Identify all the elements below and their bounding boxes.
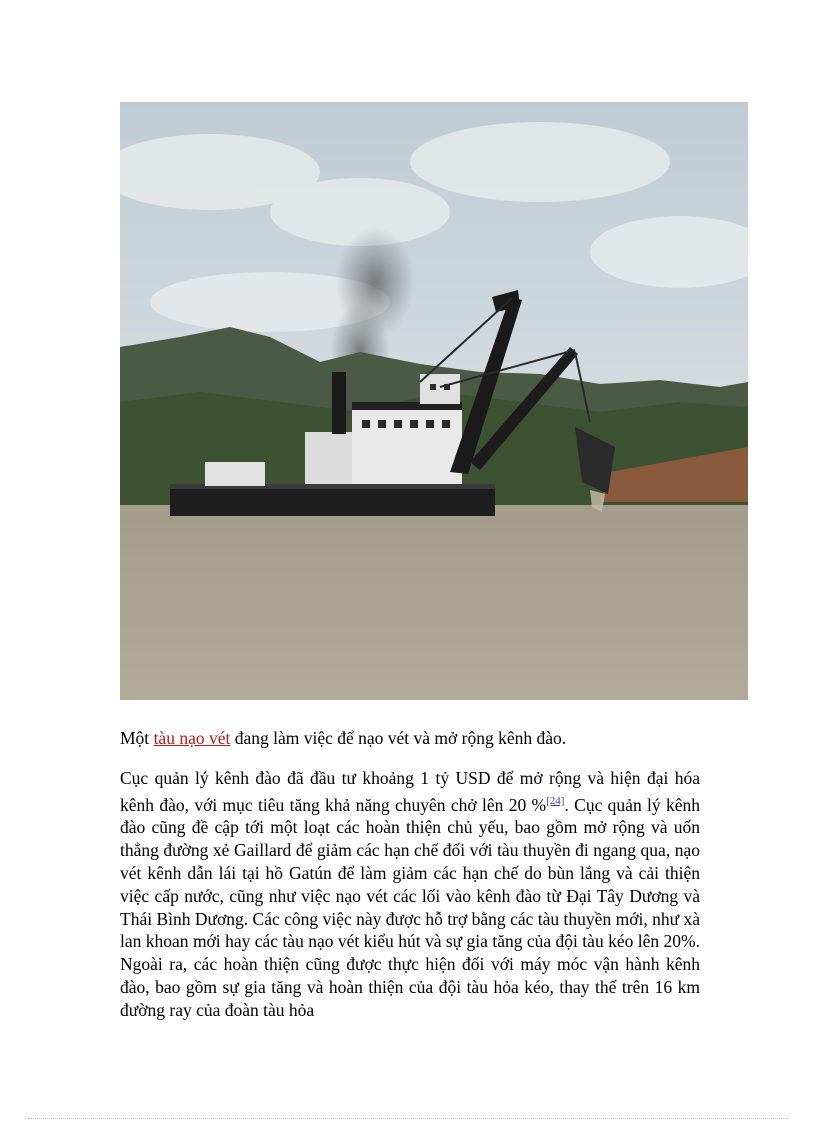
paragraph-part1: Cục quản lý kênh đào đã đầu tư khoảng 1 tỷ USD để mở rộng và hiện đại hóa kênh đào, với mục tiêu tăng khả năng chuyên chở lên 20 % bbox=[120, 768, 700, 815]
dredger-link[interactable]: tàu nạo vét bbox=[153, 728, 231, 748]
photo-caption bbox=[120, 727, 760, 749]
body-paragraph bbox=[120, 767, 700, 1022]
dredger-photo bbox=[120, 102, 748, 700]
water bbox=[120, 505, 748, 700]
citation-link[interactable]: [24] bbox=[546, 794, 565, 807]
caption-prefix: Một bbox=[120, 728, 154, 748]
caption-suffix: đang làm việc để nạo vét và mở rộng kênh đào. bbox=[230, 728, 567, 748]
page-bottom-divider bbox=[28, 1118, 788, 1119]
dredger-photo-illustration bbox=[120, 102, 748, 700]
paragraph-part2: . Cục quản lý kênh đào cũng đề cập tới một loạt các hoàn thiện chủ yếu, bao gồm mở rộng và uốn thẳng đường xẻ Gaillard để giảm các hạn chế đối với tàu thuyền đi ngang qua, nạo vét kênh dẫn lái tại hồ Gatún để làm giảm các hạn chế do bùn lắng và cải thiện việc cấp nước, cũng như việc nạo vét các lối vào kênh đào từ Đại Tây Dương và Thái Bình Dương. Các công việc này được hỗ trợ bằng các tàu thuyền mới, như xà lan khoan mới hay các tàu nạo vét kiểu hút và sự gia tăng của đội tàu kéo lên 20%. Ngoài ra, các hoàn thiện cũng được thực hiện đối với máy móc vận hành kênh đào, bao gồm sự gia tăng và hoàn thiện của đội tàu hỏa kéo, thay thế trên 16 km đường ray của đoàn tàu hỏa bbox=[120, 794, 700, 1020]
